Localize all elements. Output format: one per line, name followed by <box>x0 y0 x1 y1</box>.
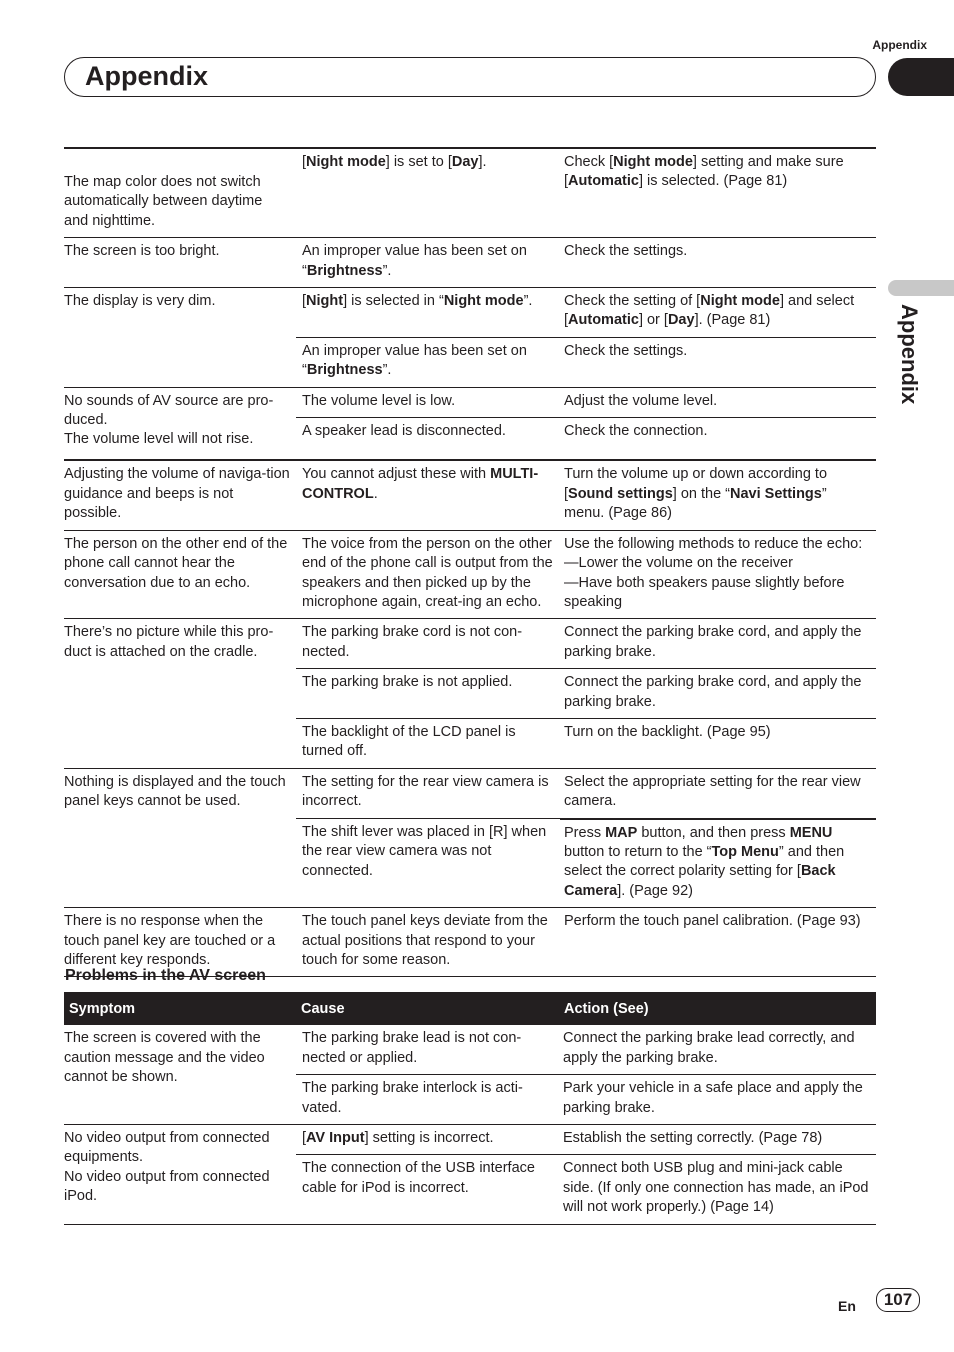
side-tab-marker <box>888 280 954 296</box>
symptom-cell: The screen is covered with the caution message and the video cannot be shown. <box>64 1030 265 1086</box>
action-cell: Turn on the backlight. (Page 95) <box>560 718 876 768</box>
action-cell: Park your vehicle in a safe place and apply the parking brake. <box>559 1075 876 1125</box>
action-cell: Check the settings. <box>560 337 876 387</box>
cause-cell: The setting for the rear view camera is incorrect. <box>296 768 560 818</box>
page-title: Appendix <box>85 61 209 91</box>
action-cell: Check the connection. <box>560 418 876 461</box>
symptom-cell: Nothing is displayed and the touch panel keys cannot be used. <box>64 768 296 907</box>
cause-cell: The volume level is low. <box>296 387 560 417</box>
symptom-cell: Adjusting the volume of naviga-tion guidance and beeps is not possible. <box>64 460 296 530</box>
action-cell: Press MAP button, and then press MENU button to return to the “Top Menu” and then select the correct polarity setting for [Back Camera]. (Page 92) <box>560 819 876 908</box>
symptom-cell: The display is very dim. <box>64 288 296 388</box>
column-header: Action (See) <box>559 992 876 1025</box>
cause-cell: [Night mode] is set to [Day]. <box>296 148 560 238</box>
table-row <box>64 1125 876 1155</box>
side-tab-label: Appendix <box>897 304 922 405</box>
table-row <box>64 619 876 669</box>
symptom-cell: The screen is too bright. <box>64 238 296 288</box>
action-cell: Perform the touch panel calibration. (Page 93) <box>560 908 876 977</box>
symptom-cell: The person on the other end of the phone call cannot hear the conversation due to an echo. <box>64 530 296 619</box>
table-row <box>64 530 876 619</box>
symptom-cell: No video output from connected equipments. No video output from connected iPod. <box>64 1125 296 1225</box>
language-label: En <box>838 1298 856 1314</box>
table-row <box>64 288 876 338</box>
action-cell: Select the appropriate setting for the rear view camera. <box>560 768 876 818</box>
action-cell: Turn the volume up or down according to [Sound settings] on the “Navi Settings” menu. (Page 86) <box>560 460 876 530</box>
section-tab-marker <box>888 58 954 96</box>
cause-cell: The connection of the USB interface cable for iPod is incorrect. <box>296 1155 559 1224</box>
symptom-cell: The map color does not switch automatically between daytime and nighttime. <box>64 148 296 238</box>
table-row <box>64 1025 876 1074</box>
action-cell: Connect the parking brake cord, and apply the parking brake. <box>560 669 876 719</box>
cause-cell: The parking brake lead is not con-nected or applied. <box>302 1030 522 1066</box>
cause-cell: An improper value has been set on “Brightness”. <box>296 337 560 387</box>
action-cell: Check [Night mode] setting and make sure [Automatic] is selected. (Page 81) <box>560 148 876 238</box>
table-row <box>64 768 876 818</box>
symptom-cell: There’s no picture while this pro-duct is attached on the cradle. <box>64 619 296 768</box>
action-cell: Connect the parking brake lead correctly, and apply the parking brake. <box>563 1030 855 1066</box>
action-cell: Connect the parking brake cord, and apply the parking brake. <box>560 619 876 669</box>
cause-cell: The parking brake is not applied. <box>296 669 560 719</box>
table-header-row <box>64 992 876 1025</box>
troubleshooting-table <box>64 147 876 977</box>
action-cell: Use the following methods to reduce the echo: —Lower the volume on the receiver —Have both speakers pause slightly before speaking <box>560 530 876 619</box>
action-cell: Establish the setting correctly. (Page 78) <box>559 1125 876 1155</box>
section-heading: Problems in the AV screen <box>65 967 266 984</box>
action-cell: Adjust the volume level. <box>560 387 876 417</box>
symptom-cell: There is no response when the touch panel key are touched or a different key responds. <box>64 908 296 977</box>
cause-cell: An improper value has been set on “Brightness”. <box>296 238 560 288</box>
cause-cell: The parking brake interlock is acti-vated. <box>296 1075 559 1125</box>
action-cell: Check the setting of [Night mode] and select [Automatic] or [Day]. (Page 81) <box>560 288 876 338</box>
cause-cell: [Night] is selected in “Night mode”. <box>296 288 560 338</box>
cause-cell: The shift lever was placed in [R] when the rear view camera was not connected. <box>296 819 560 908</box>
cause-cell: [AV Input] setting is incorrect. <box>296 1125 559 1155</box>
cause-cell: You cannot adjust these with MULTI-CONTROL. <box>296 460 560 530</box>
table-row <box>64 460 876 530</box>
symptom-cell: No sounds of AV source are pro-duced. The volume level will not rise. <box>64 387 296 460</box>
cause-cell: The parking brake cord is not con-nected. <box>296 619 560 669</box>
cause-cell: The backlight of the LCD panel is turned off. <box>296 718 560 768</box>
action-cell: Connect both USB plug and mini-jack cable side. (If only one connection has made, an iPod will not work properly.) (Page 14) <box>559 1155 876 1224</box>
action-cell: Check the settings. <box>560 238 876 288</box>
cause-cell: The voice from the person on the other end of the phone call is output from the speakers and then picked up by the microphone again, creat-ing an echo. <box>296 530 560 619</box>
cause-cell: The touch panel keys deviate from the actual positions that respond to your touch for some reason. <box>296 908 560 977</box>
cause-cell: A speaker lead is disconnected. <box>296 418 560 461</box>
table-row <box>64 238 876 288</box>
table-row <box>64 387 876 417</box>
av-screen-table <box>64 992 876 1225</box>
page-number: 107 <box>876 1288 920 1312</box>
table-row <box>64 148 876 238</box>
column-header: Symptom <box>64 992 296 1025</box>
running-header: Appendix <box>872 38 927 52</box>
column-header: Cause <box>296 992 559 1025</box>
